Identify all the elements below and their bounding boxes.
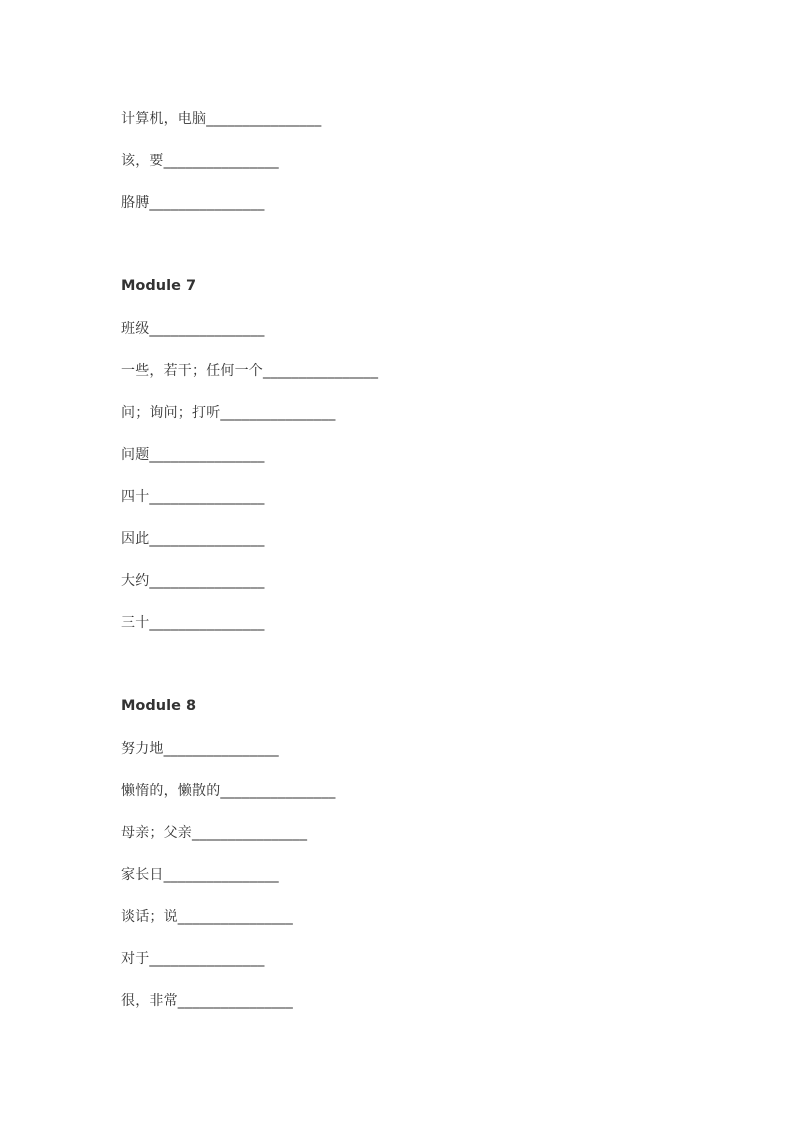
vocab-item-parent: 母亲；父亲________________ (121, 825, 308, 841)
vocab-item-thirty: 三十________________ (121, 615, 265, 631)
vocab-item-lazy: 懒惰的，懒散的________________ (121, 783, 336, 799)
vocab-item-should: 该，要________________ (121, 153, 279, 169)
vocab-item-computer: 计算机，电脑________________ (121, 111, 322, 127)
vocab-item-for: 对于________________ (121, 951, 265, 967)
vocab-item-forty: 四十________________ (121, 489, 265, 505)
vocab-item-about: 大约________________ (121, 573, 265, 589)
vocab-item-any: 一些，若干；任何一个________________ (121, 363, 379, 379)
vocab-item-arm: 胳膊________________ (121, 195, 265, 211)
vocab-item-class: 班级________________ (121, 321, 265, 337)
vocab-item-hard: 努力地________________ (121, 741, 279, 757)
module-7-heading: Module 7 (121, 278, 197, 294)
module-8-heading: Module 8 (121, 698, 197, 714)
vocab-item-talk: 谈话；说________________ (121, 909, 293, 925)
vocab-item-very: 很，非常________________ (121, 993, 293, 1009)
vocab-item-parents-day: 家长日________________ (121, 867, 279, 883)
vocab-item-question: 问题________________ (121, 447, 265, 463)
vocab-item-so: 因此________________ (121, 531, 265, 547)
vocab-item-ask: 问；询问；打听________________ (121, 405, 336, 421)
